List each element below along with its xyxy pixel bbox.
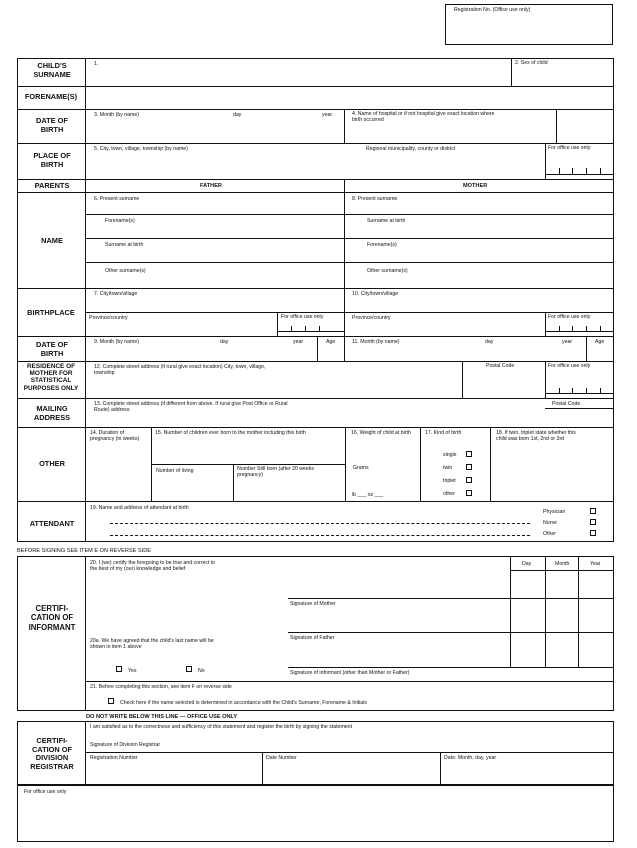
field-10-city: 10. City/town/village [352,291,399,297]
do-not-write-notice: DO NOT WRITE BELOW THIS LINE — OFFICE USE ONLY [86,714,238,720]
office-use-father-birthplace: For office use only [281,314,324,320]
field-11-age: Age [595,339,605,345]
registration-number-box[interactable] [445,4,613,45]
field-9-day: day [220,339,229,345]
field-6-other-surnames: Other surname(s) [105,268,146,274]
date-number-label: Date Number [266,755,297,761]
yes-label: Yes [128,668,137,674]
field-17-kind: 17. Kind of birth [425,430,462,436]
label-childs-surname: CHILD'S SURNAME [33,61,71,79]
field-9-month: 9. Month (by name) [94,339,139,345]
field-21-before: 21. Before completing this section, see item F on reverse side [90,684,232,690]
field-13-mailing: 13. Complete street address (if different from above. If rural give Post Office or Rural Route) address [94,401,288,413]
kind-other: other [443,491,455,497]
field-6-present-surname: 6. Present surname [94,196,140,202]
twin-checkbox[interactable] [466,464,472,470]
field-19-attendant: 19. Name and address of attendant at birth [90,505,189,511]
single-checkbox[interactable] [466,451,472,457]
kind-triplet: triplet [443,478,456,484]
field-16-grams: Grams [353,465,369,471]
field-9-year: year [293,339,304,345]
field-5-region: Regional municipality, county or district [366,146,456,152]
other-kind-checkbox[interactable] [466,490,472,496]
field-4-hospital: 4. Name of hospital or if not hospital give exact location where birth occurred [352,111,495,123]
registration-number-label-bottom: Registration Number [90,755,138,761]
triplet-checkbox[interactable] [466,477,472,483]
name-check-checkbox[interactable] [108,698,114,704]
field-3-month: 3. Month (by name) [94,112,139,118]
field-7-city: 7. City/town/village [94,291,138,297]
forenames-input[interactable] [88,88,610,107]
label-birthplace: BIRTHPLACE [27,308,75,317]
field-7-province: Province/country [89,315,128,321]
label-mailing-address: MAILING ADDRESS [33,404,71,422]
field-15-stillborn: Number Still born (after 20 weeks pregnancy) [237,466,314,478]
physician-checkbox[interactable] [590,508,596,514]
field-16-weight: 16. Weight of child at birth [351,430,411,436]
field-3-year: year [322,112,333,118]
field-8-forenames: Forename(s) [367,242,397,248]
label-division-registrar: CERTIFI- CATION OF DIVISION REGISTRAR [30,736,74,771]
col-day: Day [522,561,532,567]
label-place-of-birth: PLACE OF BIRTH [33,151,71,169]
no-label: No [198,668,205,674]
other-attendant-checkbox[interactable] [590,530,596,536]
office-use-pob: For office use only [548,145,591,151]
postal-code-residence: Postal Code [486,363,515,369]
label-forenames: FORENAME(S) [24,92,78,101]
field-20a-agreed: 20a. We have agreed that the child's last name will be shown in item 1 above [90,638,214,650]
kind-twin: twin [443,465,453,471]
field-14-duration: 14. Duration of pregnancy (in weeks) [90,430,140,442]
field-6-forenames: Forename(s) [105,218,135,224]
label-date-of-birth: DATE OF BIRTH [36,116,68,134]
header-mother: MOTHER [463,183,488,189]
sig-informant-label: Signature of informant (other than Mother or Father) [290,670,410,676]
yes-checkbox[interactable] [116,666,122,672]
field-2-sex: 2. Sex of child [515,60,548,66]
label-certification: CERTIFI- CATION OF INFORMANT [28,604,76,632]
label-attendant: ATTENDANT [29,519,75,528]
field-11-year: year [562,339,573,345]
no-checkbox[interactable] [186,666,192,672]
registrar-frame [17,721,614,785]
field-1-number: 1. [94,61,99,67]
registration-number-label: Registration No. (Office use only) [454,7,531,13]
field-10-province: Province/country [352,315,391,321]
label-other: OTHER [39,459,65,468]
field-5-city: 5. City, town, village, township (by name) [94,146,188,152]
surname-input[interactable] [88,68,508,84]
att-physician: Physician [543,509,566,515]
field-12-address: 12. Complete street address (if rural give exact location) City, town, village, township [94,364,266,376]
before-signing-note: BEFORE SIGNING SEE ITEM E ON REVERSE SIDE [17,548,151,554]
label-residence: RESIDENCE OF MOTHER FOR STATISTICAL PURPOSES ONLY [23,363,79,392]
kind-single: single [443,452,457,458]
office-use-bottom-box[interactable] [17,785,614,842]
col-year: Year [590,561,601,567]
field-8-present-surname: 8. Present surname [352,196,398,202]
sig-mother-label: Signature of Mother [290,601,336,607]
postal-code-mailing: Postal Code [552,401,581,407]
field-9-age: Age [326,339,336,345]
registrar-statement: I am satisfied as to the correctness and sufficiency of this statement and register the birth by signing the statement [90,724,353,730]
col-month: Month [555,561,570,567]
field-11-month: 11. Month (by name) [352,339,400,345]
field-6-surname-birth: Surname at birth [105,242,144,248]
office-use-bottom-label: For office use only [24,789,67,795]
field-20-certify: 20. I (we) certify the foregoing to be true and correct to the best of my (our) knowledge and belief [90,560,216,572]
nurse-checkbox[interactable] [590,519,596,525]
att-nurse: Nurse [543,520,557,526]
field-8-surname-birth: Surname at birth [367,218,406,224]
office-use-mother-birthplace: For office use only [548,314,591,320]
label-parents: PARENTS [34,181,70,190]
field-8-other-surnames: Other surname(s) [367,268,408,274]
sig-registrar-label: Signature of Division Registrar [90,742,161,748]
field-21-check: Check here if the name selected is determined in accordance with the Child's Surname, Forename & Initials [120,700,367,706]
field-18-twin-order: 18. If twin, triplet state whether this child was born 1st, 2nd or 3rd [496,430,576,442]
date-mdy-label: Date: Month, day, year [444,755,497,761]
field-11-day: day [485,339,494,345]
att-other: Other [543,531,556,537]
office-use-residence: For office use only [548,363,591,369]
field-16-lb-oz: lb ___ oz ___ [352,492,384,498]
field-15-living: Number of living [156,468,194,474]
label-dob-parents: DATE OF BIRTH [36,340,68,358]
label-name: NAME [41,236,63,245]
field-3-day: day [233,112,242,118]
field-15-children: 15. Number of children ever born to the mother including this birth [155,430,306,436]
header-father: FATHER [200,183,222,189]
sig-father-label: Signature of Father [290,635,335,641]
